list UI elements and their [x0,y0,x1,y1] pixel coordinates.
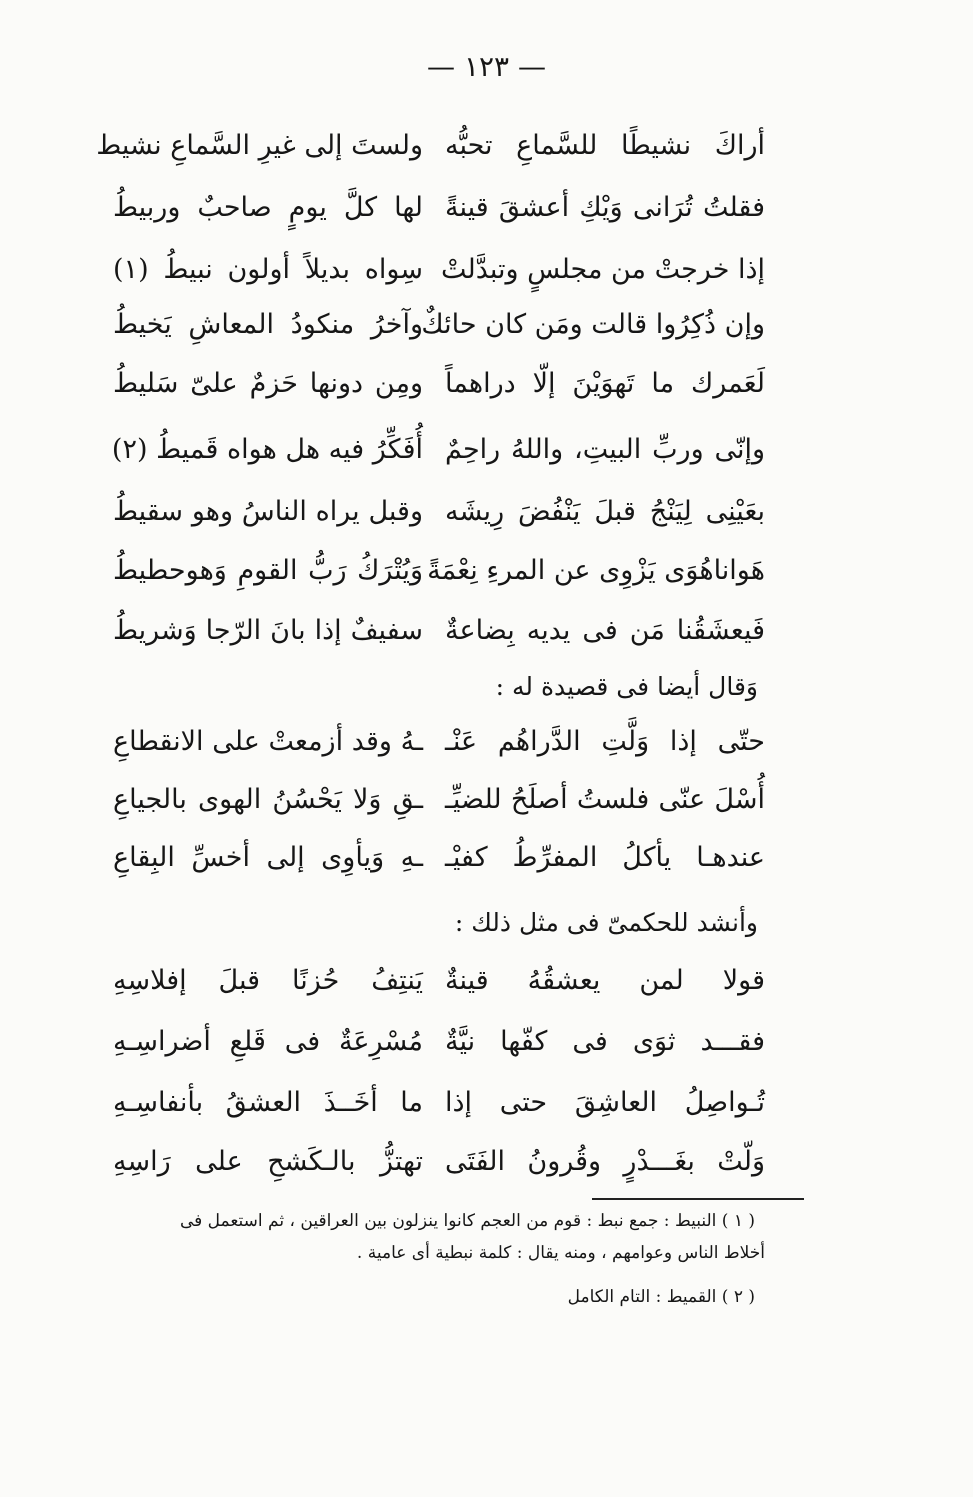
verse-first-hemistich: أراكَ نشيطًا للسَّماعِ تحبُّه [445,130,765,161]
verse-second-hemistich: ما أخَــذَ العشقُ بأنفاسِـهِ [113,1087,423,1118]
verse-second-hemistich: تهتزُّ بالـكَشحِ على رَاسِهِ [113,1146,423,1177]
section-intro: وَقال أيضا فى قصيدة له : [495,672,758,701]
verse-line [95,714,765,770]
verse-line [95,118,765,174]
verse-line [95,1075,765,1131]
verse-second-hemistich: وقبل يراه الناسُ وهو سقيطُ [113,496,423,527]
verse-line [95,297,765,353]
verse-line [95,603,765,659]
verse-first-hemistich: فقلتُ تُرَانى وَيْكِ أعشقَ قينةً [445,192,765,223]
verse-first-hemistich: عندهـا يأكلُ المفرِّطُ كفيْـ [445,842,765,873]
verse-first-hemistich: وإنّى وربِّ البيتِ، واللهُ راحِمٌ [445,434,765,465]
verse-line [95,1014,765,1070]
page-number: — ١٢٣ — [427,50,546,83]
verse-first-hemistich: لَعَمرك ما تَهوَيْنَ إلّا دراهماً [445,368,765,399]
verse-second-hemistich: أُفَكِّرُ فيه هل هواه قَميطُ (٢) [111,434,423,465]
footnote-1-continued: أخلاط الناس وعوامهم ، ومنه يقال : كلمة نبطية أى عامية . [356,1243,765,1263]
verse-second-hemistich: مُسْرِعَةٌ فى قَلعِ أضراسِـهِ [113,1026,423,1057]
footnote-divider [592,1198,804,1200]
verse-second-hemistich: ومِن دونها حَزمٌ علىّ سَليطُ [113,368,423,399]
footnote-1: ( ١ ) النبيط : جمع نبط : قوم من العجم كانوا ينزلون بين العراقين ، ثم استعمل فى [179,1211,755,1231]
verse-first-hemistich: تُـواصِلُ العاشِقَ حتى إذا [445,1087,765,1118]
verse-line [95,242,765,298]
verse-first-hemistich: إذا خرجتْ من مجلسٍ وتبدَّلتْ [440,254,765,285]
verse-second-hemistich: ولستَ إلى غيرِ السَّماعِ نشيط [96,130,423,161]
verse-first-hemistich: وإن ذُكِرُوا قالت ومَن كان حائكٌ [421,309,765,340]
verse-first-hemistich: فَيعشَقُنا مَن فى يديه بِضاعةٌ [445,615,765,646]
verse-line [95,180,765,236]
verse-first-hemistich: أُسْلَ عنّى فلستُ أصلَحُ للضيِّـ [445,784,765,815]
verse-second-hemistich: يَنتِفُ حُزنًا قبلَ إفلاسِهِ [113,965,423,996]
verse-line [95,484,765,540]
verse-line [95,772,765,828]
verse-second-hemistich: سِواه بديلاً أولون نبيطُ (١) [113,254,423,285]
verse-first-hemistich: حتّى إذا وَلَّتِ الدَّراهُم عَنْـ [445,726,765,757]
verse-second-hemistich: سفيفٌ إذا بانَ الرّجا وَشريطُ [113,615,423,646]
verse-line [95,953,765,1009]
verse-first-hemistich: هَواناهُوَى يَزْوِى عن المرءِ نِعْمَةً [427,555,765,586]
verse-second-hemistich: وَيُتْرَكُ رَبُّ القومِ وَهوحطيطُ [113,555,423,586]
verse-first-hemistich: فقـــد ثوَى فى كفّها نيَّةٌ [445,1026,765,1057]
verse-second-hemistich: وآخرُ منكودُ المعاشِ يَخيطُ [113,309,423,340]
verse-first-hemistich: قولا لمن يعشقُهُ قينةٌ [445,965,765,996]
verse-second-hemistich: ـهِ وَيأوِى إلى أخسِّ البِقاعِ [113,842,423,873]
verse-line [95,830,765,886]
verse-first-hemistich: وَلّتْ بغَـــدْرٍ وقُرونُ الفَتَى [445,1146,765,1177]
verse-line [95,543,765,599]
verse-second-hemistich: ـقِ وَلا يَحْسُنُ الهوى بالجياعِ [113,784,423,815]
verse-line [95,1134,765,1190]
verse-first-hemistich: بعَيْنِى لِيَنْجُ قبلَ يَنْفُضَ رِيشَه [445,496,765,527]
footnote-2: ( ٢ ) القميط : التام الكامل [567,1287,755,1307]
verse-second-hemistich: لها كلَّ يومٍ صاحبٌ وربيطُ [113,192,423,223]
verse-line [95,356,765,412]
verse-line [95,422,765,478]
section-intro: وأنشد للحكمىّ فى مثل ذلك : [454,908,758,937]
verse-second-hemistich: ـهُ وقد أزمعتْ على الانقطاعِ [113,726,423,757]
